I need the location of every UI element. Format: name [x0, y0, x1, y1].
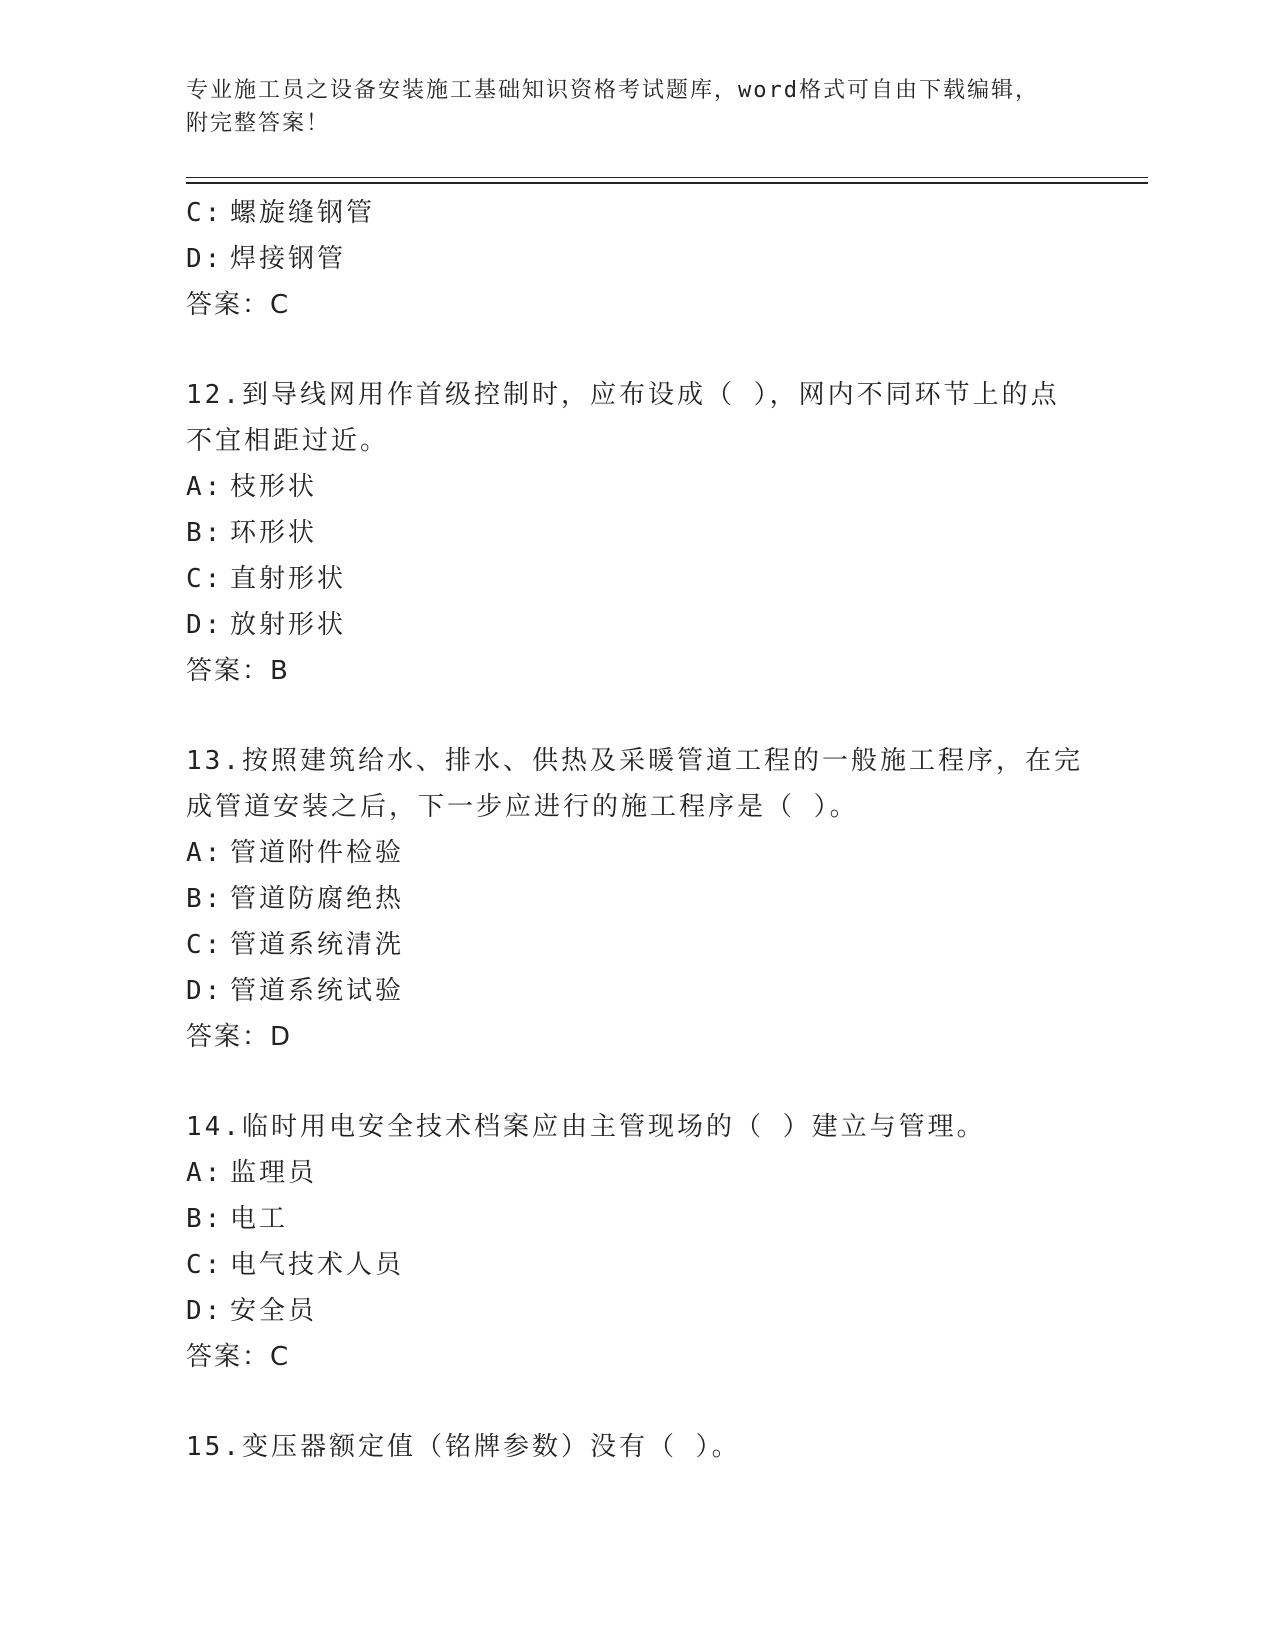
option-text: 管道系统试验: [230, 976, 405, 1006]
option-line: [186, 922, 1086, 968]
header-rule-thin: [186, 177, 1148, 178]
option-line: [186, 602, 1086, 648]
option-text: 电工: [230, 1204, 289, 1234]
option-key: C:: [186, 564, 224, 594]
option-line: [186, 1196, 1086, 1242]
option-line: [186, 510, 1086, 556]
option-text: 放射形状: [230, 610, 347, 640]
question-stem-line: 15.变压器额定值（铭牌参数）没有（ ）。: [186, 1432, 741, 1462]
option-key: A:: [186, 838, 224, 868]
option-text: 枝形状: [230, 472, 318, 502]
option-line: [186, 190, 1086, 236]
option-text: 电气技术人员: [230, 1250, 405, 1280]
option-line: [186, 876, 1086, 922]
question-15: [186, 1424, 1086, 1470]
option-key: C:: [186, 930, 224, 960]
option-key: D:: [186, 610, 224, 640]
option-key: D:: [186, 976, 224, 1006]
question-stem-line: 13.按照建筑给水、排水、供热及采暖管道工程的一般施工程序，在完: [186, 746, 1083, 776]
spacer: [186, 328, 1086, 372]
answer-line: 答案：C: [186, 1342, 291, 1372]
question-stem-line: 14.临时用电安全技术档案应由主管现场的（ ）建立与管理。: [186, 1112, 986, 1142]
document-header: [186, 74, 1086, 140]
spacer: [186, 694, 1086, 738]
question-stem-line: 不宜相距过近。: [186, 426, 390, 456]
option-line: [186, 464, 1086, 510]
question-list: [186, 190, 1086, 1470]
option-text: 管道防腐绝热: [230, 884, 405, 914]
question-12: [186, 372, 1086, 694]
header-rule-thick: [186, 182, 1148, 184]
option-key: D:: [186, 1296, 224, 1326]
question-partial: [186, 190, 1086, 328]
question-stem-line: 12.到导线网用作首级控制时，应布设成（ ），网内不同环节上的点: [186, 380, 1060, 410]
question-13: [186, 738, 1086, 1060]
option-key: D:: [186, 244, 224, 274]
option-line: [186, 236, 1086, 282]
option-line: [186, 830, 1086, 876]
answer-line: 答案：D: [186, 1022, 293, 1052]
option-line: [186, 968, 1086, 1014]
option-line: [186, 1150, 1086, 1196]
spacer: [186, 1380, 1086, 1424]
header-line-2: 附完整答案！: [186, 111, 331, 136]
spacer: [186, 1060, 1086, 1104]
option-key: A:: [186, 1158, 224, 1188]
option-key: C:: [186, 1250, 224, 1280]
answer-line: 答案：B: [186, 656, 290, 686]
option-key: A:: [186, 472, 224, 502]
option-key: B:: [186, 518, 224, 548]
option-text: 直射形状: [230, 564, 347, 594]
question-stem-line: 成管道安装之后，下一步应进行的施工程序是（ ）。: [186, 792, 859, 822]
option-key: B:: [186, 1204, 224, 1234]
question-14: [186, 1104, 1086, 1380]
option-text: 管道附件检验: [230, 838, 405, 868]
header-line-1: 专业施工员之设备安装施工基础知识资格考试题库，word格式可自由下载编辑，: [186, 78, 1039, 103]
option-text: 监理员: [230, 1158, 318, 1188]
option-line: [186, 556, 1086, 602]
option-text: 螺旋缝钢管: [230, 198, 376, 228]
option-text: 管道系统清洗: [230, 930, 405, 960]
option-key: B:: [186, 884, 224, 914]
option-line: [186, 1288, 1086, 1334]
option-text: 焊接钢管: [230, 244, 347, 274]
option-text: 安全员: [230, 1296, 318, 1326]
option-line: [186, 1242, 1086, 1288]
option-text: 环形状: [230, 518, 318, 548]
answer-line: 答案：C: [186, 290, 291, 320]
option-key: C:: [186, 198, 224, 228]
